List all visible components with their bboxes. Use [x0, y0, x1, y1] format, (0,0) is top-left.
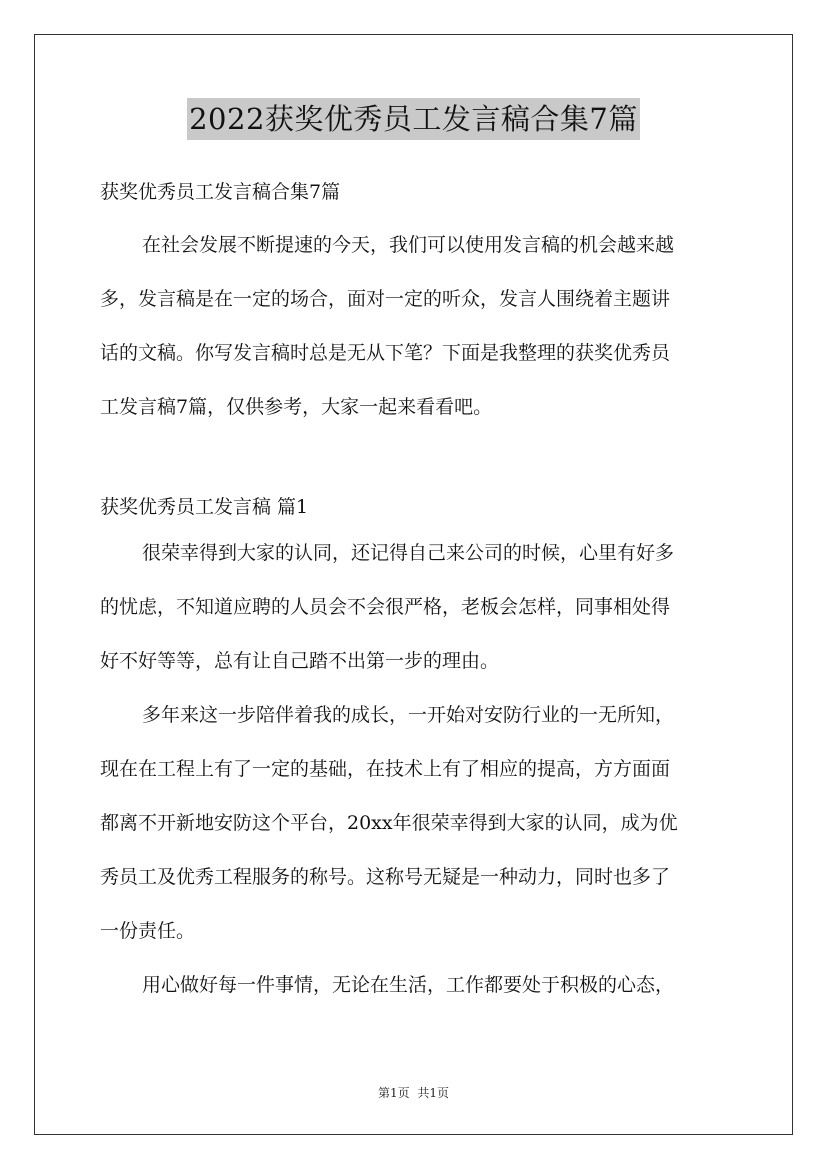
title-area [0, 98, 827, 140]
page-footer [0, 1084, 827, 1101]
paragraph-2 [100, 699, 728, 969]
paragraph-line: 用心做好每一件事情，无论在生活，工作都要处于积极的心态， [142, 974, 675, 996]
paragraph-line: 都离不开新地安防这个平台，20xx年很荣幸得到大家的认同，成为优 [100, 812, 678, 834]
intro-paragraph [100, 229, 728, 445]
section-spacer [100, 445, 728, 491]
document-title: 2022获奖优秀员工发言稿合集7篇 [187, 98, 640, 140]
paragraph-line: 很荣幸得到大家的认同，还记得自己来公司的时候，心里有好多 [142, 542, 675, 564]
paragraph-line: 的忧虑，不知道应聘的人员会不会很严格，老板会怎样，同事相处得 [100, 596, 671, 618]
intro-line: 在社会发展不断提速的今天，我们可以使用发言稿的机会越来越 [142, 234, 675, 256]
intro-line: 话的文稿。你写发言稿时总是无从下笔？下面是我整理的获奖优秀员 [100, 342, 671, 364]
paragraph-line: 多年来这一步陪伴着我的成长，一开始对安防行业的一无所知， [142, 704, 675, 726]
paragraph-line: 秀员工及优秀工程服务的称号。这称号无疑是一种动力，同时也多了 [100, 866, 671, 888]
paragraph-line: 好不好等等，总有让自己踏不出第一步的理由。 [100, 650, 500, 672]
paragraph-3 [100, 969, 728, 1023]
document-body [100, 176, 728, 1023]
page-total: 共1页 [417, 1086, 449, 1100]
section-heading-block [100, 491, 728, 537]
intro-line: 工发言稿7篇，仅供参考，大家一起来看看吧。 [100, 396, 493, 418]
paragraph-line: 一份责任。 [100, 920, 196, 942]
paragraph-1 [100, 537, 728, 699]
document-subtitle: 获奖优秀员工发言稿合集7篇 [100, 181, 341, 203]
page-number: 第1页 [378, 1086, 410, 1100]
paragraph-line: 现在在工程上有了一定的基础，在技术上有了相应的提高，方方面面 [100, 758, 671, 780]
intro-line: 多，发言稿是在一定的场合，面对一定的听众，发言人围绕着主题讲 [100, 288, 671, 310]
section-heading: 获奖优秀员工发言稿 篇1 [100, 496, 309, 518]
